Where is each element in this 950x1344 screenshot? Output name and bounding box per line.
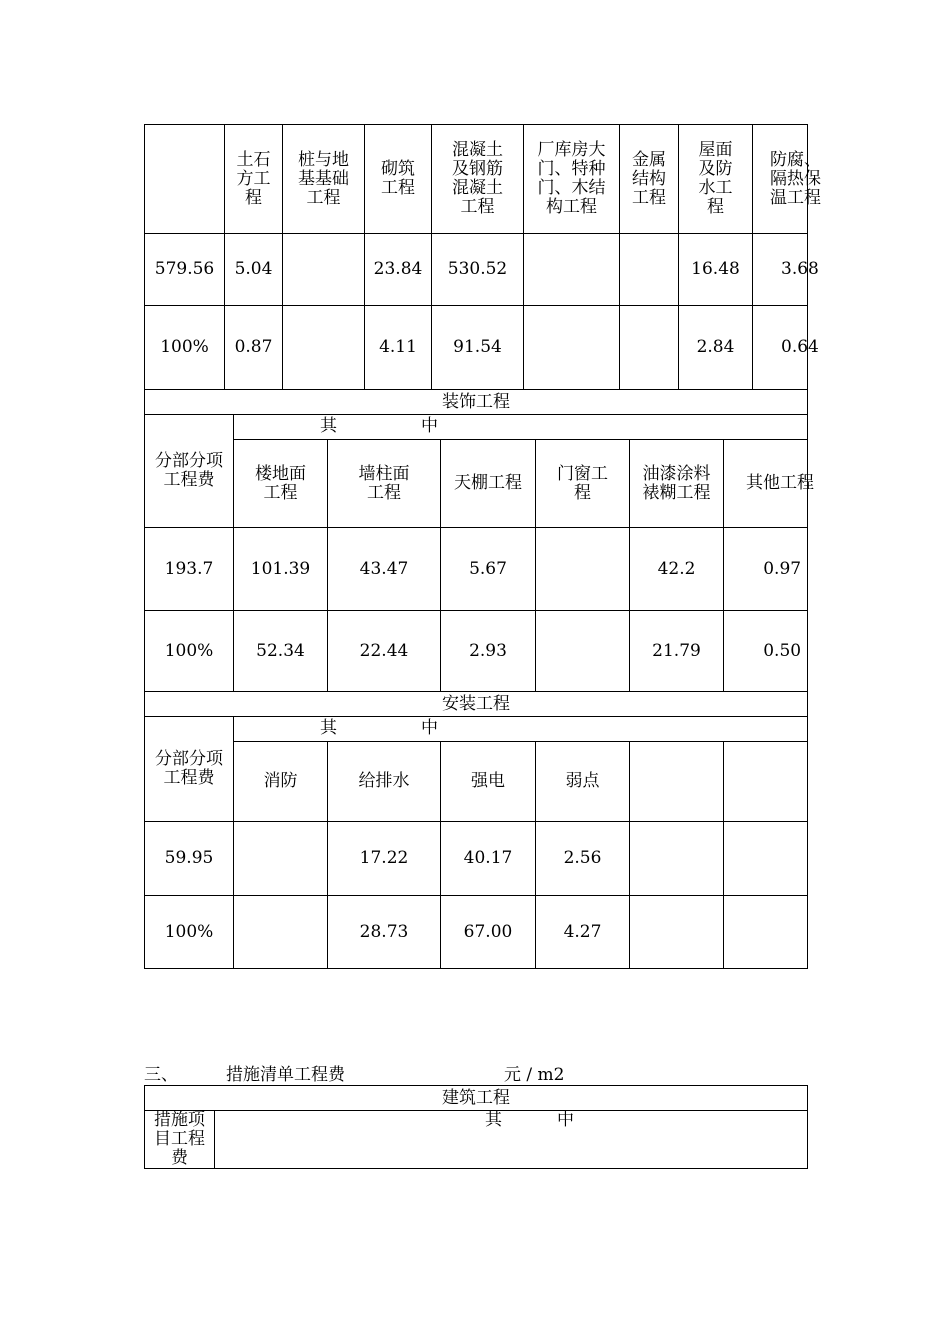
section-3-number: 三、 <box>144 1065 178 1085</box>
decoration-sub-left: 其 <box>320 416 337 436</box>
decoration-header-3: 门窗工程 <box>557 463 608 503</box>
section-3-heading <box>144 1064 807 1086</box>
table-cell: 28.73 <box>328 896 441 969</box>
decoration-header-row <box>145 440 808 528</box>
table-cell: 2.56 <box>536 822 630 896</box>
decoration-total-cell: 193.7 <box>145 528 234 611</box>
table-cell <box>630 822 724 896</box>
decoration-header-2: 天棚工程 <box>441 440 536 528</box>
building-header-3: 砌筑工程 <box>381 159 415 198</box>
building-header-2: 桩与地基基础工程 <box>298 149 349 208</box>
building-header-row <box>145 125 808 234</box>
installation-sub-right: 中 <box>421 718 438 738</box>
building-header-0 <box>145 125 225 234</box>
table-cell <box>524 234 620 306</box>
table-cell: 2.93 <box>441 611 536 692</box>
table-cell: 23.84 <box>365 234 432 306</box>
building-header-1: 土石方工程 <box>236 149 271 208</box>
installation-header-row <box>145 742 808 822</box>
building-total-cell: 579.56 <box>145 234 225 306</box>
table-cell <box>283 234 365 306</box>
table-row <box>145 611 808 692</box>
installation-title: 安装工程 <box>145 692 808 717</box>
measures-sub-right: 中 <box>557 1110 574 1130</box>
building-header-6: 金属结构工程 <box>632 149 666 208</box>
table-cell: 40.17 <box>441 822 536 896</box>
table-cell: 101.39 <box>234 528 328 611</box>
building-header-5: 厂库房大门、特种门、木结构工程 <box>537 140 606 217</box>
table-cell <box>630 896 724 969</box>
table-cell: 91.54 <box>432 306 524 390</box>
table-row <box>145 528 808 611</box>
decoration-table <box>144 389 814 692</box>
table-cell: 52.34 <box>234 611 328 692</box>
building-percent-cell: 100% <box>145 306 225 390</box>
table-row <box>145 234 808 306</box>
table-cell: 530.52 <box>432 234 524 306</box>
table-cell: 22.44 <box>328 611 441 692</box>
installation-sub-left: 其 <box>320 718 337 738</box>
table-row <box>145 306 808 390</box>
installation-header-0: 消防 <box>234 742 328 822</box>
table-cell: 42.2 <box>630 528 724 611</box>
building-header-7: 屋面及防水工程 <box>698 140 733 217</box>
installation-header-1: 给排水 <box>328 742 441 822</box>
decoration-sub-right: 中 <box>421 416 438 436</box>
measures-table <box>144 1085 808 1169</box>
table-row <box>145 896 808 969</box>
decoration-header-5: 其他工程 <box>724 440 808 528</box>
decoration-header-4: 油漆涂料裱糊工程 <box>642 463 711 503</box>
table-cell: 4.27 <box>536 896 630 969</box>
table-cell <box>536 528 630 611</box>
measures-row-label: 措施项目工程费 <box>154 1110 205 1168</box>
table-cell: 3.68 <box>753 234 808 306</box>
table-cell <box>724 896 808 969</box>
table-cell: 0.97 <box>724 528 808 611</box>
table-cell <box>283 306 365 390</box>
table-cell <box>724 822 808 896</box>
table-cell: 2.84 <box>679 306 753 390</box>
installation-table <box>144 691 808 969</box>
decoration-percent-cell: 100% <box>145 611 234 692</box>
installation-header-5 <box>724 742 808 822</box>
section-3-unit: 元 / m2 <box>504 1065 565 1085</box>
table-cell: 43.47 <box>328 528 441 611</box>
table-cell: 17.22 <box>328 822 441 896</box>
table-cell: 67.00 <box>441 896 536 969</box>
building-table <box>144 124 821 390</box>
installation-total-cell: 59.95 <box>145 822 234 896</box>
table-cell: 5.04 <box>225 234 283 306</box>
table-cell <box>620 234 679 306</box>
table-cell: 0.87 <box>225 306 283 390</box>
decoration-title: 装饰工程 <box>145 390 808 415</box>
section-3-title: 措施清单工程费 <box>226 1065 345 1085</box>
building-header-8: 防腐、隔热保温工程 <box>770 149 821 208</box>
measures-sub-left: 其 <box>485 1110 502 1130</box>
installation-row-label: 分部分项工程费 <box>155 749 223 788</box>
installation-header-4 <box>630 742 724 822</box>
table-cell <box>524 306 620 390</box>
table-cell: 16.48 <box>679 234 753 306</box>
table-cell <box>620 306 679 390</box>
table-cell <box>536 611 630 692</box>
table-cell <box>234 896 328 969</box>
building-header-4: 混凝土及钢筋混凝土工程 <box>452 140 503 217</box>
installation-header-2: 强电 <box>441 742 536 822</box>
table-row <box>145 822 808 896</box>
table-cell: 4.11 <box>365 306 432 390</box>
installation-header-3: 弱点 <box>536 742 630 822</box>
table-cell: 0.50 <box>724 611 808 692</box>
table-cell <box>234 822 328 896</box>
decoration-row-label: 分部分项工程费 <box>155 451 223 490</box>
installation-percent-cell: 100% <box>145 896 234 969</box>
table-cell: 0.64 <box>753 306 808 390</box>
table-cell: 5.67 <box>441 528 536 611</box>
decoration-header-0: 楼地面工程 <box>255 463 306 503</box>
measures-table-title: 建筑工程 <box>145 1086 808 1111</box>
table-cell: 21.79 <box>630 611 724 692</box>
decoration-header-1: 墙柱面工程 <box>358 463 410 503</box>
